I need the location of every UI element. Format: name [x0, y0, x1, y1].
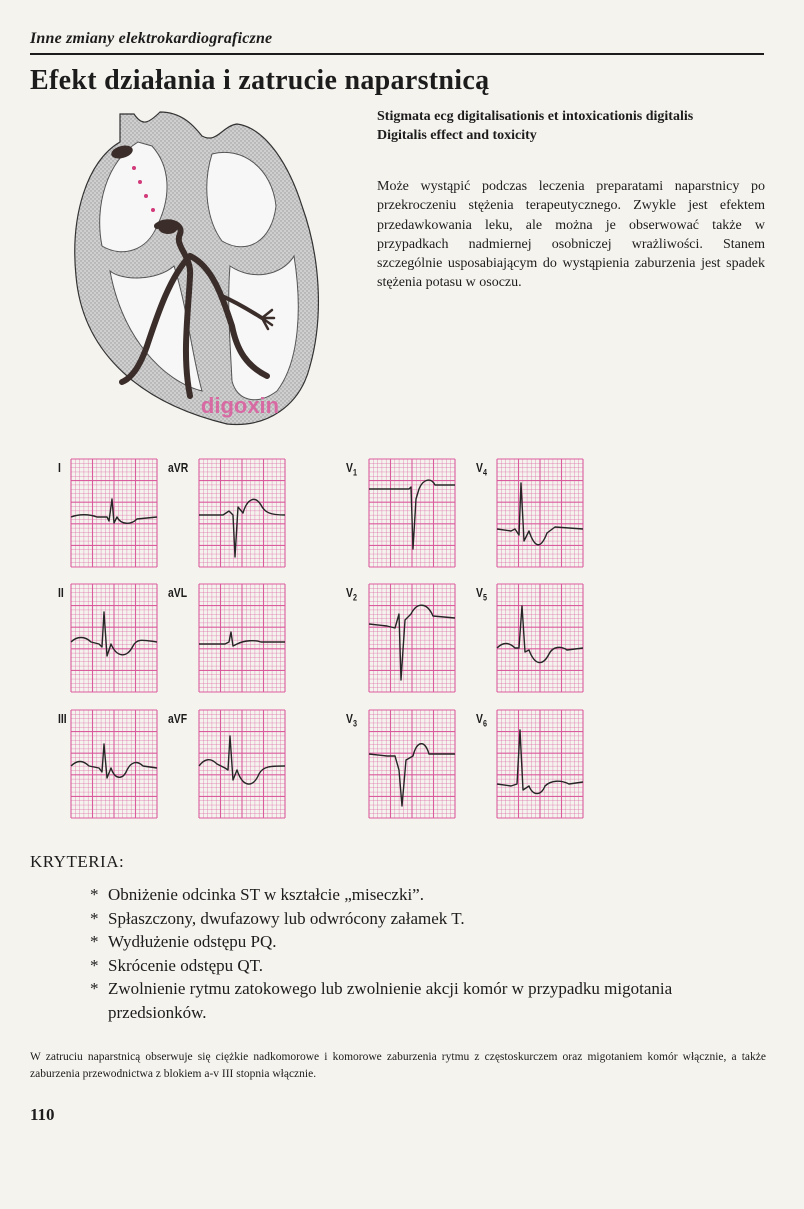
- asterisk-icon: *: [90, 979, 99, 998]
- ecg-lead-label: $V_5$: [476, 585, 487, 603]
- criteria-item-text: Skrócenie odstępu QT.: [108, 955, 264, 975]
- criteria-item-text: Wydłużenie odstępu PQ.: [108, 932, 277, 951]
- asterisk-icon: *: [90, 908, 99, 928]
- criteria-item-text: Spłaszczony, dwufazowy lub odwrócony załamek T.: [108, 908, 465, 928]
- subtitle-block: [377, 107, 693, 145]
- criteria-list: [90, 883, 766, 1024]
- description-paragraph: Może wystąpić podczas leczenia preparatami naparstnicy po przekroczeniu stężenia terapeutycznego. Zwykle jest efektem przedawkowania leku, ale można je obserwować także w przypadkach nadmiernej osobniczej wrażliwości. Stanem szczególnie usposabiającym do wystąpienia zaburzenia jest spadek stężenia potasu w osoczu.: [377, 179, 765, 291]
- ecg-lead-panel: [496, 458, 584, 568]
- ecg-lead-label: aVL: [168, 585, 188, 600]
- running-title: Inne zmiany elektrokardiograficzne: [30, 30, 273, 47]
- asterisk-icon: *: [90, 885, 99, 904]
- ecg-lead-label: $V_1$: [346, 460, 357, 478]
- page-number: 110: [30, 1105, 55, 1124]
- footnote: W zatruciu naparstnicą obserwuje się ciężkie nadkomorowe i komorowe zaburzenia rytmu z częstoskurczem oraz migotaniem komór włącznie, a także zaburzenia przewodnictwa z blokiem a-v III stopnia włącznie.: [30, 1051, 766, 1080]
- latin-subtitle: Stigmata ecg digitalisationis et intoxicationis digitalis: [377, 109, 694, 124]
- ecg-grid: [497, 584, 583, 692]
- ecg-grid: [369, 584, 455, 692]
- ecg-lead-panel: [368, 458, 456, 568]
- criteria-item-text: Obniżenie odcinka ST w kształcie „miseczki”.: [108, 885, 424, 904]
- ecg-grid: [199, 459, 285, 567]
- ecg-grid: [199, 710, 285, 818]
- ecg-lead-label: aVR: [168, 460, 189, 475]
- criteria-item: [90, 954, 766, 978]
- page-title: Efekt działania i zatrucie naparstnicą: [30, 65, 490, 96]
- criteria-item-text: Zwolnienie rytmu zatokowego lub zwolnienie akcji komór w przypadku migotania przedsionków.: [108, 979, 673, 1022]
- criteria-item: [90, 907, 766, 931]
- ecg-lead-panel: [496, 583, 584, 693]
- ecg-lead-panel: [198, 709, 286, 819]
- ecg-lead-panel: [70, 458, 158, 568]
- asterisk-icon: *: [90, 955, 99, 975]
- ecg-grid: [71, 710, 157, 818]
- heart-illustration: [62, 106, 362, 436]
- ecg-grid: [199, 584, 285, 692]
- criteria-item: [90, 977, 766, 1024]
- ecg-lead-panel: [70, 583, 158, 693]
- ecg-lead-label: II: [58, 585, 64, 600]
- ecg-lead-panel: [368, 583, 456, 693]
- ecg-lead-panel: [70, 709, 158, 819]
- ecg-lead-label: aVF: [168, 711, 188, 726]
- ecg-lead-label: $V_2$: [346, 585, 357, 603]
- ecg-grid: [71, 459, 157, 567]
- criteria-heading: KRYTERIA:: [30, 852, 125, 871]
- ecg-lead-panel: [496, 709, 584, 819]
- ecg-lead-panel: [198, 583, 286, 693]
- ecg-grid: [369, 710, 455, 818]
- ecg-lead-label: $V_6$: [476, 711, 487, 729]
- ecg-lead-panel: [198, 458, 286, 568]
- criteria-item: [90, 883, 766, 907]
- ecg-lead-label: I: [58, 460, 61, 475]
- ecg-grid: [497, 459, 583, 567]
- ecg-lead-label: III: [58, 711, 67, 726]
- header-rule: [30, 53, 764, 55]
- english-subtitle: Digitalis effect and toxicity: [377, 128, 537, 143]
- ecg-grid: [497, 710, 583, 818]
- ecg-lead-label: $V_3$: [346, 711, 357, 729]
- ecg-lead-panel: [368, 709, 456, 819]
- illustration-caption: digoxin: [200, 393, 280, 418]
- criteria-item: [90, 930, 766, 954]
- ecg-lead-label: $V_4$: [476, 460, 487, 478]
- asterisk-icon: *: [90, 932, 99, 951]
